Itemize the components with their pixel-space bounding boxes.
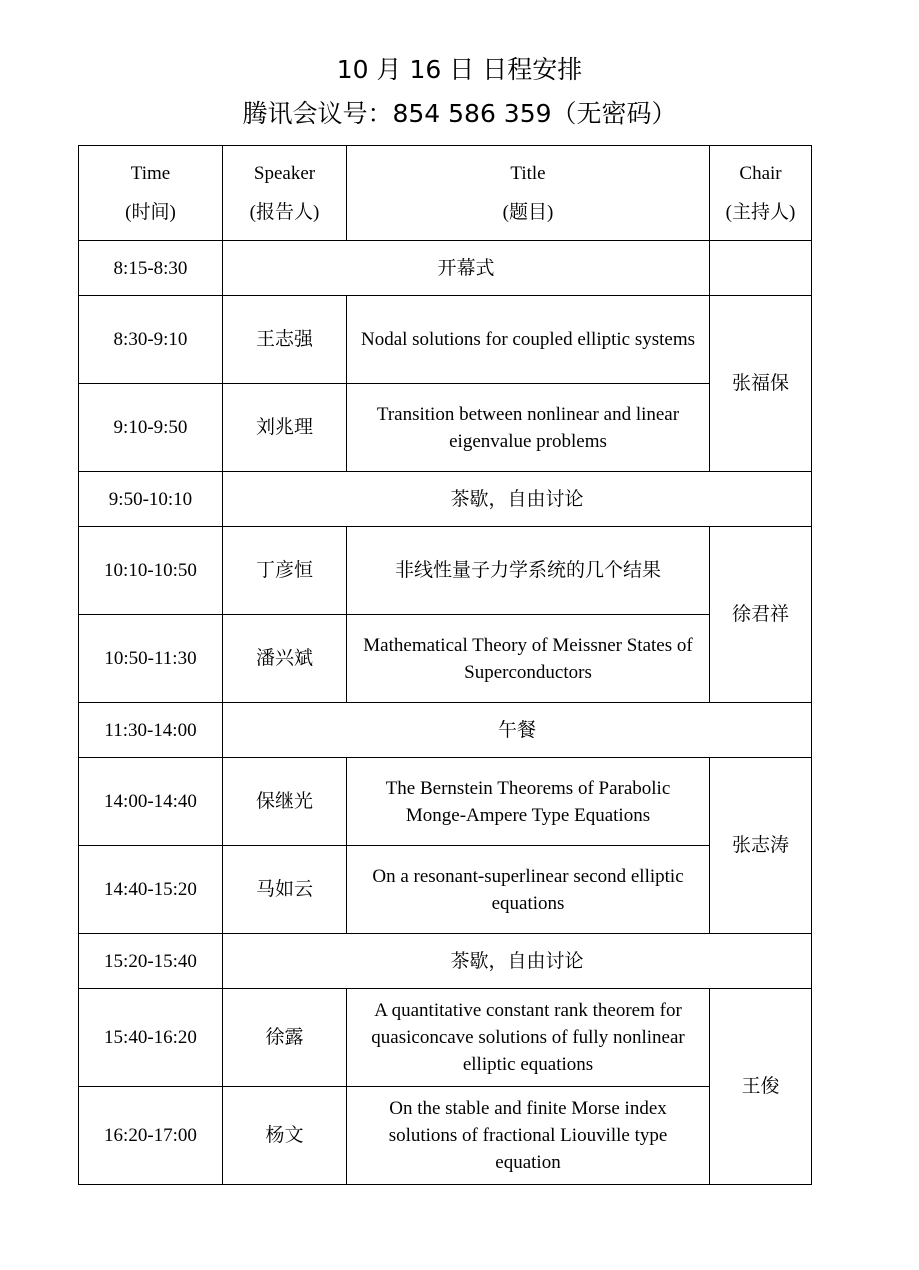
cell-time: 16:20-17:00 <box>79 1087 223 1185</box>
cell-time: 14:40-15:20 <box>79 846 223 934</box>
cell-speaker: 刘兆理 <box>223 384 347 472</box>
table-row <box>79 846 812 934</box>
table-row <box>79 934 812 989</box>
cell-time: 15:40-16:20 <box>79 989 223 1087</box>
header-title: Title (题目) <box>347 146 710 241</box>
table-row <box>79 241 812 296</box>
cell-title: Mathematical Theory of Meissner States of Superconductors <box>347 615 710 703</box>
table-row <box>79 472 812 527</box>
cell-time: 9:10-9:50 <box>79 384 223 472</box>
header-chair: Chair (主持人) <box>710 146 812 241</box>
cell-title: 非线性量子力学系统的几个结果 <box>347 527 710 615</box>
cell-chair: 徐君祥 <box>710 527 812 703</box>
cell-title: Transition between nonlinear and linear eigenvalue problems <box>347 384 710 472</box>
meeting-id-line: 腾讯会议号：854 586 359（无密码） <box>242 99 677 128</box>
table-row <box>79 989 812 1087</box>
header-time: Time (时间) <box>79 146 223 241</box>
cell-speaker: 杨文 <box>223 1087 347 1185</box>
cell-time: 8:15-8:30 <box>79 241 223 296</box>
table-row <box>79 527 812 615</box>
table-row <box>79 703 812 758</box>
cell-event: 开幕式 <box>223 241 710 296</box>
page-title: 10 月 16 日 日程安排 <box>336 55 583 84</box>
cell-title: On a resonant-superlinear second elliptic equations <box>347 846 710 934</box>
table-row <box>79 384 812 472</box>
cell-time: 8:30-9:10 <box>79 296 223 384</box>
cell-speaker: 丁彦恒 <box>223 527 347 615</box>
cell-title: Nodal solutions for coupled elliptic systems <box>347 296 710 384</box>
schedule-table <box>78 145 812 1185</box>
cell-event: 茶歇，自由讨论 <box>223 934 812 989</box>
cell-speaker: 徐露 <box>223 989 347 1087</box>
cell-event: 午餐 <box>223 703 812 758</box>
table-row <box>79 296 812 384</box>
cell-time: 10:10-10:50 <box>79 527 223 615</box>
cell-speaker: 保继光 <box>223 758 347 846</box>
cell-speaker: 潘兴斌 <box>223 615 347 703</box>
cell-time: 11:30-14:00 <box>79 703 223 758</box>
header-speaker: Speaker (报告人) <box>223 146 347 241</box>
table-header-row <box>79 146 812 241</box>
cell-title: On the stable and finite Morse index solutions of fractional Liouville type equation <box>347 1087 710 1185</box>
cell-event: 茶歇，自由讨论 <box>223 472 812 527</box>
cell-time: 14:00-14:40 <box>79 758 223 846</box>
table-row <box>79 758 812 846</box>
cell-empty <box>710 241 812 296</box>
cell-time: 10:50-11:30 <box>79 615 223 703</box>
table-row <box>79 615 812 703</box>
cell-chair: 张福保 <box>710 296 812 472</box>
cell-title: A quantitative constant rank theorem for quasiconcave solutions of fully nonlinear elliptic equations <box>347 989 710 1087</box>
cell-speaker: 马如云 <box>223 846 347 934</box>
cell-chair: 张志涛 <box>710 758 812 934</box>
cell-chair: 王俊 <box>710 989 812 1185</box>
table-row <box>79 1087 812 1185</box>
cell-speaker: 王志强 <box>223 296 347 384</box>
cell-time: 9:50-10:10 <box>79 472 223 527</box>
cell-title: The Bernstein Theorems of Parabolic Monge-Ampere Type Equations <box>347 758 710 846</box>
cell-time: 15:20-15:40 <box>79 934 223 989</box>
